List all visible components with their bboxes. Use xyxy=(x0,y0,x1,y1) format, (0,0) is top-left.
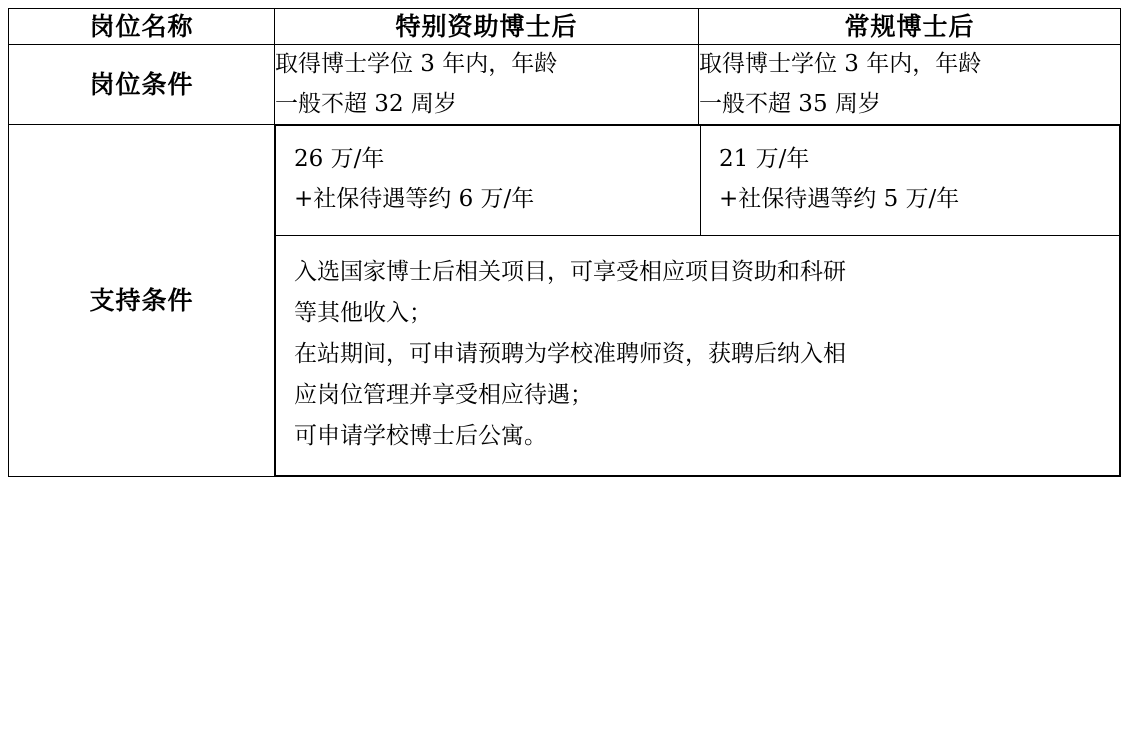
support-shared-cell xyxy=(276,236,1120,476)
requirements-special-cell xyxy=(275,45,699,125)
requirements-regular-line-2: 一般不超 35 周岁 xyxy=(699,90,881,117)
support-shared-line-1: 入选国家博士后相关项目，可享受相应项目资助和科研 xyxy=(294,259,846,286)
support-shared-line-5: 可申请学校博士后公寓。 xyxy=(294,422,547,449)
support-shared-line-4: 应岗位管理并享受相应待遇； xyxy=(294,382,593,408)
support-special-line-2: +社保待遇等约 6 万/年 xyxy=(294,185,535,212)
requirements-regular-line-1: 取得博士学位 3 年内，年龄 xyxy=(699,51,982,77)
requirements-special-line-2: 一般不超 32 周岁 xyxy=(275,90,457,117)
support-shared-line-2: 等其他收入； xyxy=(294,300,432,327)
postdoc-positions-table xyxy=(8,8,1121,477)
requirements-special-line-1: 取得博士学位 3 年内，年龄 xyxy=(275,51,558,77)
support-shared-line-3: 在站期间，可申请预聘为学校准聘师资，获聘后纳入相 xyxy=(294,341,846,368)
table-row-requirements xyxy=(9,45,1121,125)
table-header-row xyxy=(9,9,1121,45)
row-label-support: 支持条件 xyxy=(9,125,275,477)
support-special-salary-cell xyxy=(276,126,701,236)
support-cell-group xyxy=(275,125,1121,477)
table-row-support xyxy=(9,125,1121,477)
support-regular-salary-cell xyxy=(701,126,1120,236)
support-shared-row xyxy=(276,236,1120,476)
support-salary-row xyxy=(276,126,1120,236)
support-regular-line-2: +社保待遇等约 5 万/年 xyxy=(719,185,960,212)
row-label-requirements: 岗位条件 xyxy=(9,45,275,125)
support-regular-line-1: 21 万/年 xyxy=(719,146,810,173)
support-salary-split xyxy=(275,125,1120,476)
header-cell-regular: 常规博士后 xyxy=(699,9,1121,45)
header-cell-label: 岗位名称 xyxy=(9,9,275,45)
support-special-line-1: 26 万/年 xyxy=(294,146,385,173)
header-cell-special: 特别资助博士后 xyxy=(275,9,699,45)
requirements-regular-cell xyxy=(699,45,1121,125)
